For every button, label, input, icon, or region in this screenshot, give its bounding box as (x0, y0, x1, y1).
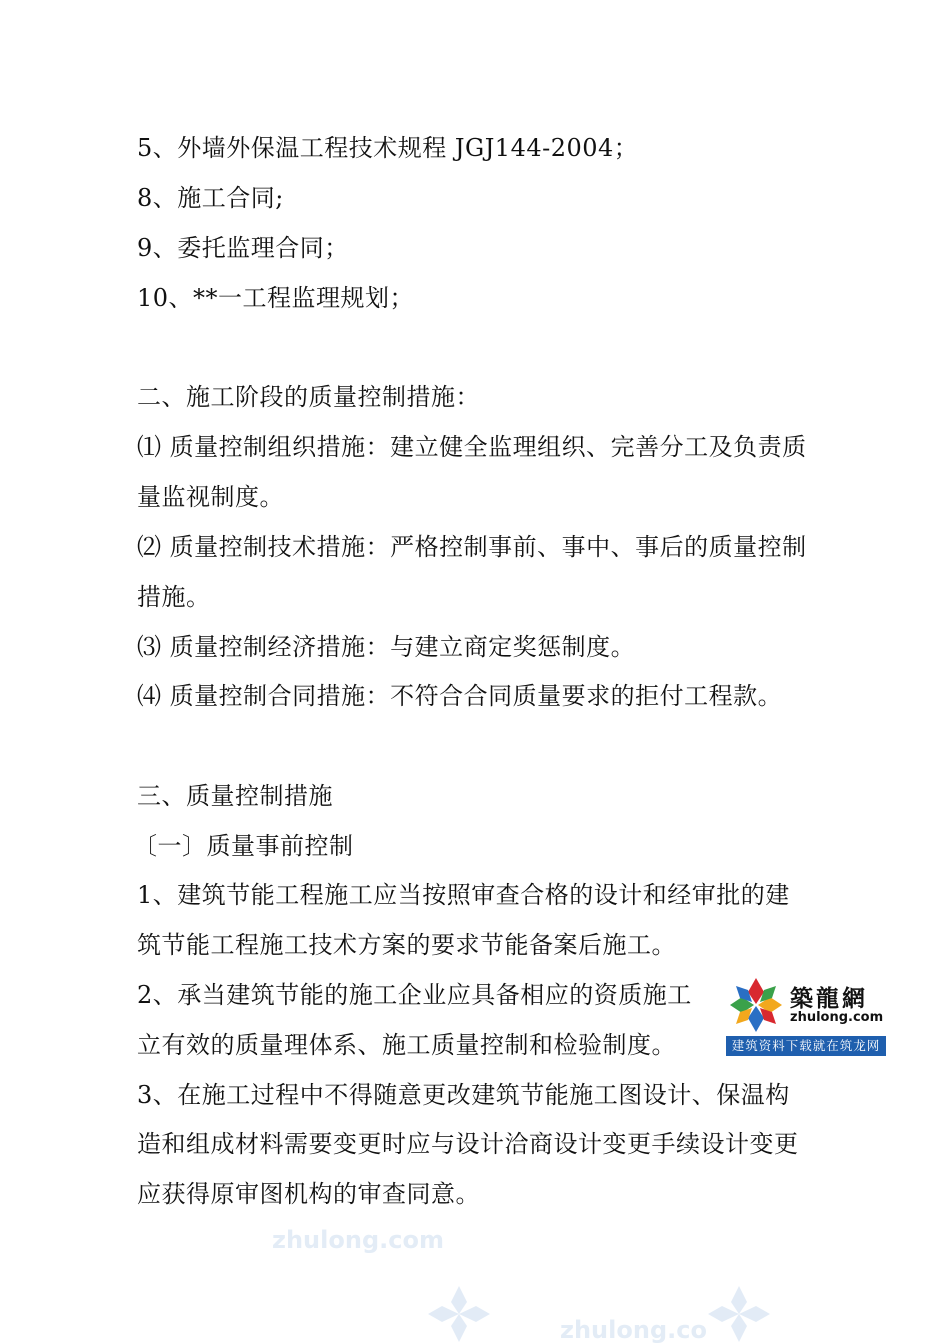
section-heading: 二、施工阶段的质量控制措施： (137, 383, 480, 411)
text-line: 应获得原审图机构的审查同意。 (137, 1180, 480, 1208)
text-line: 立有效的质量理体系、施工质量控制和检验制度。 (137, 1031, 676, 1059)
text-line: 3、在施工过程中不得随意更改建筑节能施工图设计、保温构 (137, 1081, 790, 1109)
text-line: 10、**一工程监理规划； (137, 284, 415, 312)
text-line: 措施。 (137, 583, 211, 611)
logo-header (726, 976, 886, 1034)
text-line: 2、承当建筑节能的施工企业应具备相应的资质施工 (137, 981, 692, 1009)
logo-url: zhulong.com (790, 1010, 884, 1025)
text-line: 量监视制度。 (137, 483, 284, 511)
subsection-heading: 〔一〕质量事前控制 (133, 832, 354, 860)
text-line: 5、外墙外保温工程技术规程 JGJ144-2004； (137, 134, 639, 162)
snowflake-watermark-icon (704, 1284, 774, 1344)
logo-tagline: 建筑资料下载就在筑龙网 (726, 1036, 886, 1056)
logo-name: 築龍網 (790, 986, 868, 1012)
text-line: 9、委托监理合同； (137, 234, 349, 262)
text-line: 造和组成材料需要变更时应与设计洽商设计变更手续设计变更 (137, 1130, 799, 1158)
snowflake-logo-icon (726, 976, 786, 1034)
text-line: ⑴ 质量控制组织措施：建立健全监理组织、完善分工及负责质 (137, 433, 807, 461)
zhulong-logo (726, 976, 886, 1056)
text-line: ⑷ 质量控制合同措施：不符合合同质量要求的拒付工程款。 (137, 682, 783, 710)
text-line: 8、施工合同; (137, 184, 284, 212)
text-line: ⑵ 质量控制技术措施：严格控制事前、事中、事后的质量控制 (137, 533, 807, 561)
watermark-text: zhulong.co (560, 1316, 707, 1344)
section-heading: 三、质量控制措施 (137, 782, 333, 810)
snowflake-watermark-icon (424, 1284, 494, 1344)
text-line: 筑节能工程施工技术方案的要求节能备案后施工。 (137, 931, 676, 959)
text-line: 1、建筑节能工程施工应当按照审查合格的设计和经审批的建 (137, 881, 790, 909)
watermark-text: zhulong.com (272, 1226, 444, 1254)
text-line: ⑶ 质量控制经济措施：与建立商定奖惩制度。 (137, 633, 636, 661)
